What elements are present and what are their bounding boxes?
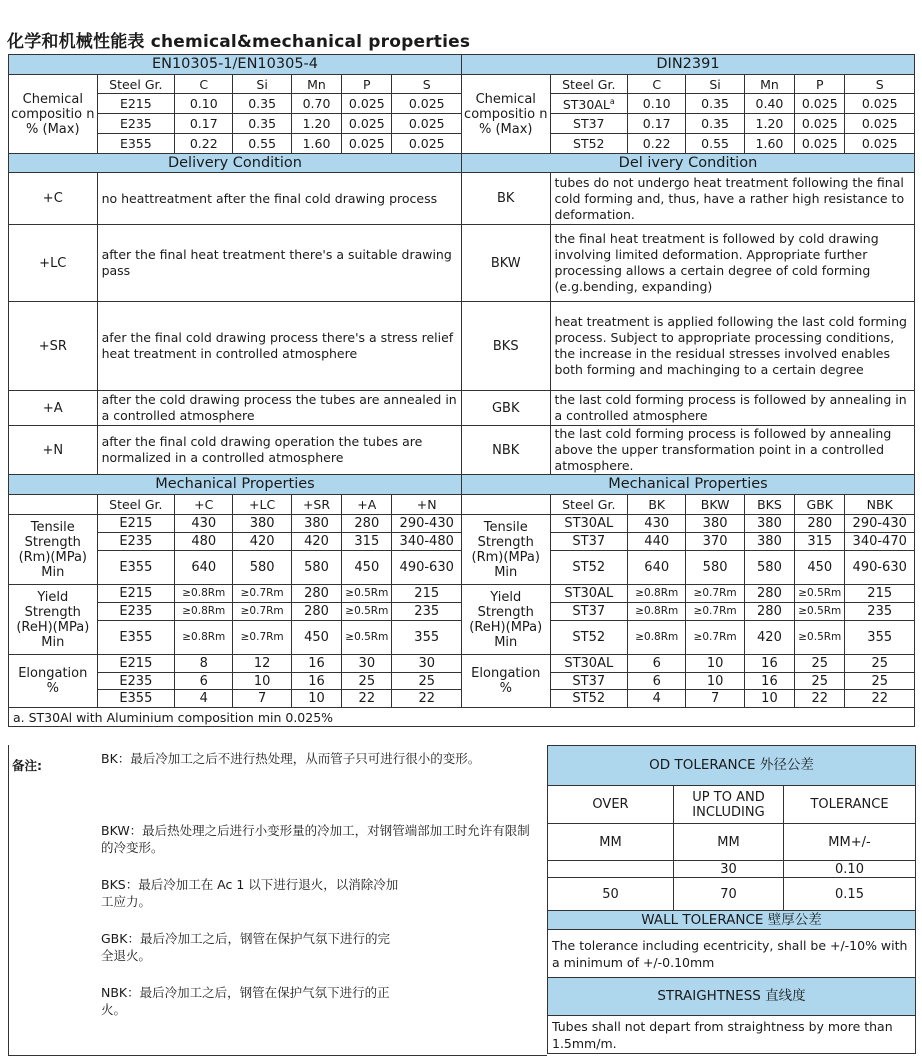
mech-value: 235	[392, 603, 461, 621]
mech-value: 25	[845, 673, 915, 690]
delivery-desc: tubes do not undergo heat treatment following the final cold forming and, thus, have a rather high resistance to deformation.	[550, 173, 914, 225]
steel-grade: ST37	[550, 533, 628, 551]
delivery-desc: heat treatment is applied following the last cold forming process. Subject to appropriate processing conditions, the increase in the residual stresses involved enables both forming and machinging to a certain degree	[550, 302, 914, 391]
steel-grade: E355	[97, 690, 175, 708]
mech-value: 580	[686, 551, 744, 585]
mech-value: 235	[845, 603, 915, 621]
mech-value: 340-470	[845, 533, 915, 551]
steel-grade: ST37	[550, 603, 628, 621]
chem-value: 0.70	[291, 94, 341, 114]
empty-cell	[461, 495, 550, 515]
chem-value: 0.10	[175, 94, 233, 114]
delivery-code: +C	[9, 173, 98, 225]
mech-value: 370	[686, 533, 744, 551]
mech-value: 280	[744, 603, 794, 621]
mech-value: 380	[686, 515, 744, 533]
chem-value: 0.025	[845, 94, 915, 114]
steel-grade: ST30AL	[550, 655, 628, 673]
mech-col-header: BK	[628, 495, 686, 515]
mech-value: 25	[795, 655, 845, 673]
mech-value: 490-630	[392, 551, 461, 585]
chem-value: 0.025	[392, 114, 461, 134]
mech-value: 16	[744, 655, 794, 673]
chem-col-header: P	[795, 75, 845, 94]
mech-value: 4	[628, 690, 686, 708]
chem-value: 0.025	[795, 134, 845, 154]
delivery-desc: after the final heat treatment there's a suitable drawing pass	[97, 225, 461, 302]
mech-value: 450	[342, 551, 392, 585]
chem-label: Chemical compositio n % (Max)	[9, 75, 98, 154]
mech-group-label: Elongation %	[461, 655, 550, 708]
tolerance-table	[547, 745, 916, 1054]
mech-value: 25	[845, 655, 915, 673]
mech-value: ≥0.7Rm	[686, 603, 744, 621]
steel-grade: ST37	[550, 673, 628, 690]
mech-value: ≥0.8Rm	[175, 585, 233, 603]
mech-value: 490-630	[845, 551, 915, 585]
delivery-header-right: Del ivery Condition	[461, 154, 914, 173]
mech-value: 6	[628, 673, 686, 690]
mech-value: 6	[175, 673, 233, 690]
chem-value: 0.55	[686, 134, 744, 154]
chem-col-header: Si	[233, 75, 291, 94]
mech-value: 280	[291, 603, 341, 621]
mech-col-header: Steel Gr.	[97, 495, 175, 515]
table-row	[9, 391, 915, 426]
table-row	[9, 55, 915, 75]
note-nbk: NBK：最后冷加工之后，钢管在保护气氛下进行的正火。	[101, 985, 390, 1017]
table-row	[9, 225, 915, 302]
mech-value: 640	[628, 551, 686, 585]
mech-value: 22	[342, 690, 392, 708]
tol-cell: 30	[674, 861, 784, 878]
chem-label: Chemical compositio n % (Max)	[461, 75, 550, 154]
chem-col-header: Si	[686, 75, 744, 94]
table-row	[9, 655, 915, 673]
steel-grade: E215	[97, 585, 175, 603]
mech-col-header: +SR	[291, 495, 341, 515]
chem-value: 0.35	[686, 94, 744, 114]
steel-grade: E235	[97, 533, 175, 551]
mech-value: 8	[175, 655, 233, 673]
chem-col-header: C	[175, 75, 233, 94]
mech-value: 580	[744, 551, 794, 585]
chem-col-header: Steel Gr.	[550, 75, 628, 94]
delivery-desc: the final heat treatment is followed by cold drawing involving limited deformation. Appropriate further processing allows a certain degree of cold forming (e.g.bending, expanding)	[550, 225, 914, 302]
mech-group-label: Tensile Strength (Rm)(MPa) Min	[461, 515, 550, 585]
mech-value: ≥0.5Rm	[342, 621, 392, 655]
mech-value: 480	[175, 533, 233, 551]
mech-col-header: NBK	[845, 495, 915, 515]
steel-grade: E355	[97, 621, 175, 655]
delivery-code: BKS	[461, 302, 550, 391]
steel-grade: E215	[97, 94, 175, 114]
mech-value: 22	[845, 690, 915, 708]
mech-header-right: Mechanical Properties	[461, 475, 914, 495]
delivery-code: +SR	[9, 302, 98, 391]
mech-value: 280	[291, 585, 341, 603]
delivery-desc: no heattreatment after the final cold drawing process	[97, 173, 461, 225]
od-tolerance-header: OD TOLERANCE 外径公差	[548, 746, 916, 786]
steel-grade	[550, 94, 628, 114]
notes-label: 备注:	[12, 758, 42, 773]
straightness-header: STRAIGHTNESS 直线度	[548, 978, 916, 1016]
mech-value: 420	[744, 621, 794, 655]
mech-value: 10	[233, 673, 291, 690]
steel-grade: E355	[97, 134, 175, 154]
mech-value: 315	[342, 533, 392, 551]
mech-value: 420	[233, 533, 291, 551]
mech-value: 580	[233, 551, 291, 585]
note-bk: BK：最后冷加工之后不进行热处理，从而管子只可进行很小的变形。	[101, 751, 481, 766]
mech-value: 380	[233, 515, 291, 533]
table-row	[9, 75, 915, 94]
mech-col-header: +C	[175, 495, 233, 515]
steel-grade: ST52	[550, 134, 628, 154]
chem-value: 0.025	[392, 94, 461, 114]
mech-value: 16	[291, 655, 341, 673]
mech-value: 30	[392, 655, 461, 673]
mech-col-header: +A	[342, 495, 392, 515]
tol-cell: 0.10	[784, 861, 916, 878]
mech-value: 290-430	[845, 515, 915, 533]
mech-value: 12	[233, 655, 291, 673]
note-gbk: GBK：最后冷加工之后，钢管在保护气氛下进行的完全退火。	[101, 931, 390, 963]
mech-value: 25	[392, 673, 461, 690]
chem-value: 0.025	[845, 114, 915, 134]
chem-col-header: Mn	[291, 75, 341, 94]
mech-value: 440	[628, 533, 686, 551]
mech-value: 380	[744, 533, 794, 551]
note-bkw: BKW：最后热处理之后进行小变形量的冷加工，对钢管端部加工时允许有限制的冷变形。	[101, 823, 530, 855]
steel-grade: ST37	[550, 114, 628, 134]
unit-over: MM	[548, 824, 674, 861]
tol-cell: 70	[674, 878, 784, 911]
steel-grade: ST30AL	[550, 585, 628, 603]
mech-value: 30	[342, 655, 392, 673]
mech-value: 6	[628, 655, 686, 673]
en10305-header: EN10305-1/EN10305-4	[9, 55, 462, 75]
chem-col-header: C	[628, 75, 686, 94]
mech-value: ≥0.8Rm	[628, 603, 686, 621]
mech-value: 315	[795, 533, 845, 551]
mech-value: 450	[795, 551, 845, 585]
delivery-desc: after the cold drawing process the tubes are annealed in a controlled atmosphere	[97, 391, 461, 426]
wall-tolerance-text: The tolerance including ecentricity, shall be +/-10% with a minimum of +/-0.10mm	[548, 930, 916, 978]
mech-col-header: BKS	[744, 495, 794, 515]
mech-col-header: +N	[392, 495, 461, 515]
mech-value: 10	[291, 690, 341, 708]
chem-value: 0.55	[233, 134, 291, 154]
mech-value: ≥0.7Rm	[686, 621, 744, 655]
col-upto: UP TO AND INCLUDING	[674, 786, 784, 824]
mech-col-header: GBK	[795, 495, 845, 515]
mech-value: 7	[686, 690, 744, 708]
mech-value: ≥0.5Rm	[795, 621, 845, 655]
chem-value: 0.025	[795, 114, 845, 134]
mech-value: 280	[795, 515, 845, 533]
chem-col-header: Steel Gr.	[97, 75, 175, 94]
chem-value: 0.025	[342, 134, 392, 154]
mech-value: ≥0.8Rm	[628, 621, 686, 655]
mech-value: ≥0.8Rm	[175, 621, 233, 655]
chem-value: 0.35	[686, 114, 744, 134]
mech-value: ≥0.5Rm	[795, 585, 845, 603]
steel-grade: E235	[97, 603, 175, 621]
mech-value: ≥0.5Rm	[795, 603, 845, 621]
chem-value: 0.22	[628, 134, 686, 154]
mech-value: 10	[686, 655, 744, 673]
mech-group-label: Elongation %	[9, 655, 98, 708]
chem-col-header: P	[342, 75, 392, 94]
chem-value: 0.35	[233, 94, 291, 114]
mech-value: 215	[392, 585, 461, 603]
mech-value: 290-430	[392, 515, 461, 533]
mech-value: 16	[744, 673, 794, 690]
mech-value: 355	[845, 621, 915, 655]
chem-value: 0.35	[233, 114, 291, 134]
chem-value: 0.025	[392, 134, 461, 154]
chem-value: 0.025	[342, 94, 392, 114]
table-row	[9, 302, 915, 391]
steel-grade: ST30AL	[550, 515, 628, 533]
mech-value: 4	[175, 690, 233, 708]
delivery-desc: afer the final cold drawing process there's a stress relief heat treatment in controlled atmosphere	[97, 302, 461, 391]
unit-upto: MM	[674, 824, 784, 861]
mech-header-left: Mechanical Properties	[9, 475, 462, 495]
chem-value: 0.17	[628, 114, 686, 134]
chem-value: 0.025	[342, 114, 392, 134]
mech-group-label: Yield Strength (ReH)(MPa) Min	[461, 585, 550, 655]
mech-value: 340-480	[392, 533, 461, 551]
unit-tolerance: MM+/-	[784, 824, 916, 861]
mech-value: ≥0.7Rm	[686, 585, 744, 603]
delivery-code: +LC	[9, 225, 98, 302]
page-title: 化学和机械性能表 chemical&mechanical properties	[7, 32, 471, 52]
steel-grade-text: ST30AL	[562, 97, 610, 113]
col-tolerance: TOLERANCE	[784, 786, 916, 824]
mech-group-label: Yield Strength (ReH)(MPa) Min	[9, 585, 98, 655]
delivery-code: GBK	[461, 391, 550, 426]
mech-value: 420	[291, 533, 341, 551]
steel-grade: ST52	[550, 551, 628, 585]
mech-value: ≥0.7Rm	[233, 621, 291, 655]
mech-value: 380	[291, 515, 341, 533]
chem-value: 1.60	[744, 134, 794, 154]
chem-value: 1.20	[291, 114, 341, 134]
chem-value: 1.60	[291, 134, 341, 154]
mech-value: ≥0.8Rm	[175, 603, 233, 621]
delivery-desc: after the final cold drawing operation the tubes are normalized in a controlled atmosphere	[97, 426, 461, 475]
chem-value: 0.17	[175, 114, 233, 134]
delivery-code: BK	[461, 173, 550, 225]
delivery-code: +N	[9, 426, 98, 475]
table-row	[9, 426, 915, 475]
mech-value: 430	[175, 515, 233, 533]
steel-grade: ST52	[550, 621, 628, 655]
steel-grade: E215	[97, 655, 175, 673]
mech-value: ≥0.7Rm	[233, 603, 291, 621]
chem-col-header: S	[845, 75, 915, 94]
mech-col-header: BKW	[686, 495, 744, 515]
table-row	[9, 495, 915, 515]
mech-col-header: +LC	[233, 495, 291, 515]
mech-value: 22	[392, 690, 461, 708]
steel-grade: E355	[97, 551, 175, 585]
notes-section	[8, 745, 546, 1055]
delivery-code: +A	[9, 391, 98, 426]
mech-value: 280	[744, 585, 794, 603]
table-row	[9, 585, 915, 603]
chem-value: 0.025	[845, 134, 915, 154]
mech-value: 450	[291, 621, 341, 655]
delivery-desc: the last cold forming process is followed by annealing above the upper transformation point in a controlled atmosphere.	[550, 426, 914, 475]
mech-value: 280	[342, 515, 392, 533]
mech-value: 16	[291, 673, 341, 690]
mech-value: 7	[233, 690, 291, 708]
mech-value: 10	[744, 690, 794, 708]
mech-value: 355	[392, 621, 461, 655]
mech-col-header: Steel Gr.	[550, 495, 628, 515]
delivery-code: BKW	[461, 225, 550, 302]
mech-value: ≥0.8Rm	[628, 585, 686, 603]
empty-cell	[9, 495, 98, 515]
chem-col-header: Mn	[744, 75, 794, 94]
col-over: OVER	[548, 786, 674, 824]
table-row	[9, 515, 915, 533]
footnote: a. ST30Al with Aluminium composition min 0.025%	[9, 708, 915, 727]
chem-value: 0.10	[628, 94, 686, 114]
chem-value: 1.20	[744, 114, 794, 134]
steel-grade: E215	[97, 515, 175, 533]
mech-value: 10	[686, 673, 744, 690]
note-bks: BKS：最后冷加工在 Ac 1 以下进行退火，以消除冷加工应力。	[101, 877, 399, 909]
mech-value: 25	[795, 673, 845, 690]
wall-tolerance-header: WALL TOLERANCE 壁厚公差	[548, 911, 916, 930]
steel-grade: ST52	[550, 690, 628, 708]
mech-value: 640	[175, 551, 233, 585]
footnote-mark: a	[609, 97, 615, 107]
chem-value: 0.40	[744, 94, 794, 114]
mech-group-label: Tensile Strength (Rm)(MPa) Min	[9, 515, 98, 585]
tol-cell	[548, 861, 674, 878]
chem-value: 0.22	[175, 134, 233, 154]
properties-table	[8, 54, 915, 727]
mech-value: ≥0.5Rm	[342, 585, 392, 603]
table-row	[9, 173, 915, 225]
delivery-code: NBK	[461, 426, 550, 475]
mech-value: ≥0.5Rm	[342, 603, 392, 621]
mech-value: 22	[795, 690, 845, 708]
chem-col-header: S	[392, 75, 461, 94]
din2391-header: DIN2391	[461, 55, 914, 75]
mech-value: 580	[291, 551, 341, 585]
mech-value: ≥0.7Rm	[233, 585, 291, 603]
chem-value: 0.025	[795, 94, 845, 114]
table-row	[9, 708, 915, 727]
mech-value: 430	[628, 515, 686, 533]
mech-value: 380	[744, 515, 794, 533]
steel-grade: E235	[97, 673, 175, 690]
tol-cell: 0.15	[784, 878, 916, 911]
steel-grade: E235	[97, 114, 175, 134]
table-row	[9, 475, 915, 495]
delivery-header-left: Delivery Condition	[9, 154, 462, 173]
notes-border-bottom	[8, 1055, 547, 1056]
delivery-desc: the last cold forming process is followed by annealing in a controlled atmosphere	[550, 391, 914, 426]
mech-value: 215	[845, 585, 915, 603]
tol-cell: 50	[548, 878, 674, 911]
mech-value: 25	[342, 673, 392, 690]
table-row	[9, 154, 915, 173]
straightness-text: Tubes shall not depart from straightness by more than 1.5mm/m.	[548, 1016, 916, 1054]
